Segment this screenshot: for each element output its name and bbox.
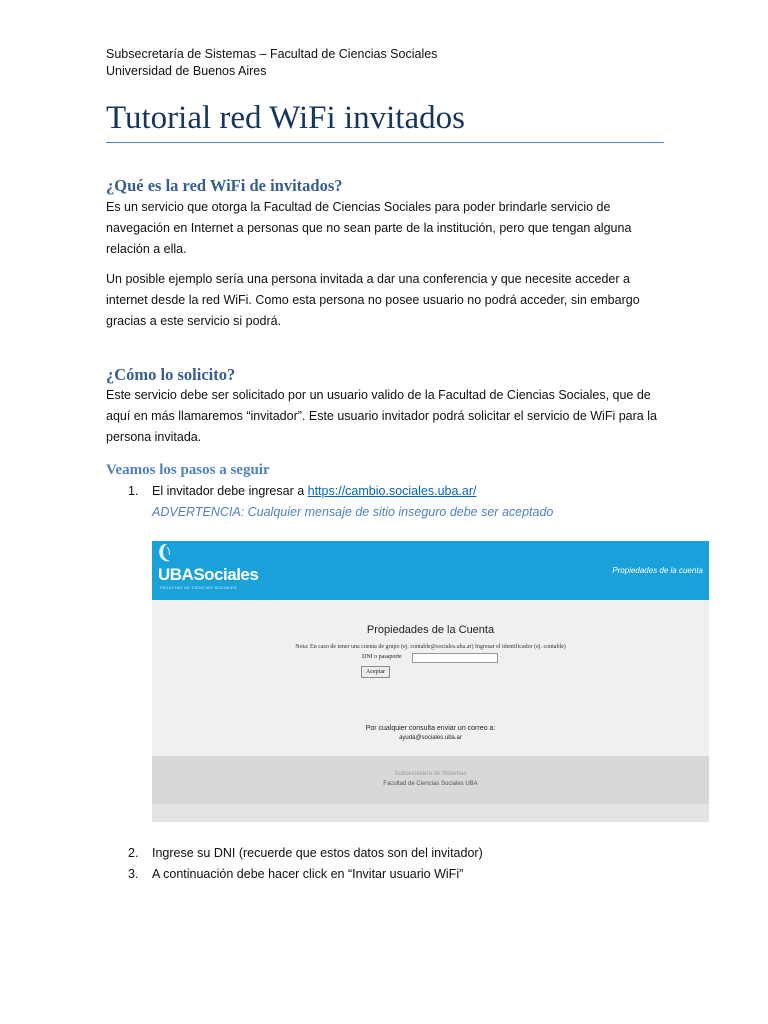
- steps-heading: Veamos los pasos a seguir: [106, 462, 270, 478]
- contact-email: ayuda@sociales.uba.ar: [399, 735, 462, 741]
- step-number: 2.: [128, 846, 139, 860]
- header-institution: Subsecretaría de Sistemas – Facultad de Ciencias Sociales: [106, 47, 438, 61]
- section-what-is-paragraph-1: Es un servicio que otorga la Facultad de Ciencias Sociales para poder brindarle servicio de navegación en Internet a personas que no sean parte de la institución, pero que tengan alguna relación a ella.: [106, 200, 632, 256]
- uba-sociales-banner: [152, 541, 709, 600]
- form-title: Propiedades de la Cuenta: [366, 624, 495, 636]
- section-heading-how-to-request: ¿Cómo lo solicito?: [106, 365, 236, 384]
- insecure-site-warning: ADVERTENCIA: Cualquier mensaje de sitio inseguro debe ser aceptado: [152, 505, 554, 519]
- contact-text: Por cualquier consulta enviar un correo a:: [365, 725, 496, 732]
- title-underline: [106, 142, 664, 143]
- logo-subtitle: FACULTAD DE CIENCIAS SOCIALES: [160, 585, 237, 590]
- screenshot-bottom-strip: [152, 804, 709, 822]
- footer-subsecretaria: Subsecretaría de Sistemas: [394, 771, 467, 777]
- step-text: A continuación debe hacer click en “Invitar usuario WiFi”: [152, 867, 464, 881]
- dni-input[interactable]: [412, 653, 498, 663]
- section-what-is-paragraph-2: Un posible ejemplo sería una persona invitada a dar una conferencia y que necesite acceder a internet desde la red WiFi. Como esta persona no posee usuario no podrá acceder, sin embargo gracias a este servicio si podrá.: [106, 272, 640, 328]
- uba-sociales-logo-icon: [155, 543, 173, 565]
- header-university: Universidad de Buenos Aires: [106, 64, 267, 78]
- account-properties-screenshot: [152, 541, 709, 822]
- step-3: [128, 865, 463, 883]
- dni-field-label: DNI o pasaporte: [362, 654, 402, 660]
- screenshot-footer: [152, 756, 709, 804]
- step-text: Ingrese su DNI (recuerde que estos datos son del invitador): [152, 846, 483, 860]
- document-title: Tutorial red WiFi invitados: [106, 100, 465, 136]
- section-how-to-request-paragraph: Este servicio debe ser solicitado por un usuario valido de la Facultad de Ciencias Sociales, que de aquí en más llamaremos “invitador”. Este usuario invitador podrá solicitar el servicio de WiFi para la persona invitada.: [106, 388, 657, 444]
- cambio-sociales-link[interactable]: https://cambio.sociales.uba.ar/: [307, 484, 477, 498]
- section-heading-what-is: ¿Qué es la red WiFi de invitados?: [106, 176, 343, 195]
- uba-sociales-logo: [158, 565, 258, 585]
- accept-button[interactable]: Aceptar: [361, 666, 390, 678]
- step-number: 1.: [128, 484, 139, 498]
- step-number: 3.: [128, 867, 139, 881]
- form-note: Nota: En caso de tener una cuenta de grupo (ej. contable@sociales.uba.ar) Ingresar el identificador (ej. contable): [295, 644, 566, 650]
- account-form-area: [152, 600, 709, 756]
- account-properties-nav-link[interactable]: Propiedades de la cuenta: [612, 566, 703, 575]
- step-1: [128, 482, 477, 500]
- step-2: [128, 844, 483, 862]
- logo-sociales-text: Sociales: [193, 565, 259, 584]
- logo-uba-text: UBA: [158, 565, 194, 584]
- step-text: El invitador debe ingresar a: [152, 484, 308, 498]
- footer-facultad: Facultad de Ciencias Sociales UBA: [383, 781, 478, 787]
